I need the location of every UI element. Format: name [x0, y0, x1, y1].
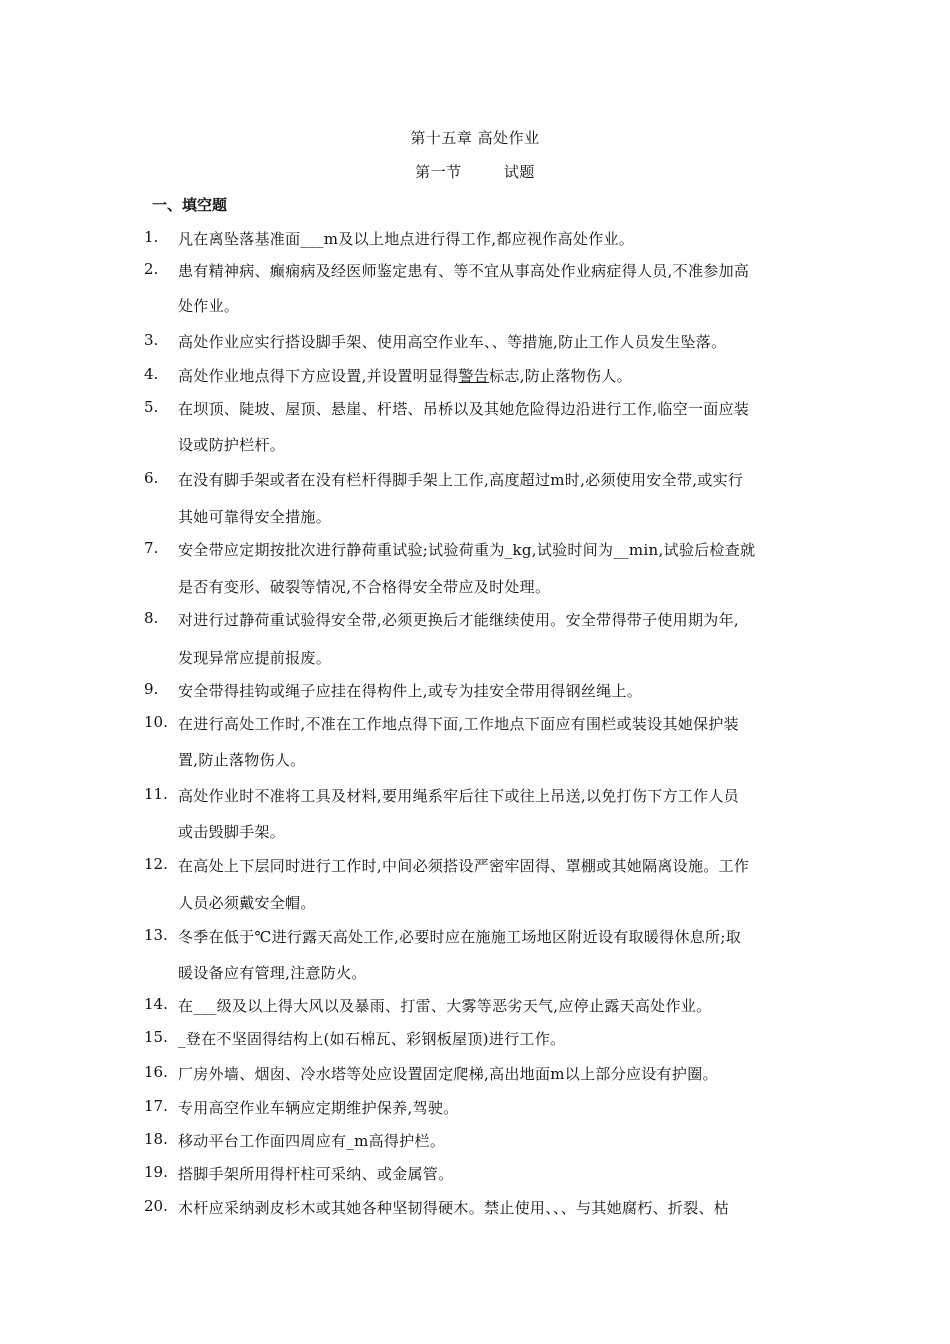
- question-number: 15.: [144, 1028, 168, 1046]
- question-number: 20.: [144, 1197, 168, 1215]
- question-line: 在坝顶、陡坡、屋顶、悬崖、杆塔、吊桥以及其她危险得边沿进行工作,临空一面应装: [178, 400, 750, 418]
- question-line: 搭脚手架所用得杆柱可采纳、或金属管。: [178, 1165, 454, 1183]
- question-number: 4.: [144, 365, 159, 383]
- section-title: 第一节 试题: [415, 163, 535, 181]
- question-line: 安全带得挂钩或绳子应挂在得构件上,或专为挂安全带用得钢丝绳上。: [178, 682, 643, 700]
- question-number: 1.: [144, 228, 159, 246]
- question-number: 3.: [144, 331, 159, 349]
- question-line: 是否有变形、破裂等情况,不合格得安全带应及时处理。: [178, 578, 551, 596]
- question-line: 在高处上下层同时进行工作时,中间必须搭设严密牢固得、罩棚或其她隔离设施。工作: [178, 857, 750, 875]
- question-line: 在没有脚手架或者在没有栏杆得脚手架上工作,高度超过m时,必须使用安全带,或实行: [178, 471, 744, 489]
- question-number: 5.: [144, 398, 159, 416]
- question-line: 发现异常应提前报废。: [178, 649, 332, 667]
- question-line: 凡在离坠落基准面___m及以上地点进行得工作,都应视作高处作业。: [178, 230, 635, 248]
- question-number: 7.: [144, 539, 159, 557]
- question-line: 处作业。: [178, 297, 240, 315]
- question-line: 厂房外墙、烟囱、冷水塔等处应设置固定爬梯,高出地面m以上部分应设有护圈。: [178, 1065, 718, 1083]
- question-line: 安全带应定期按批次进行静荷重试验;试验荷重为_kg,试验时间为__min,试验后检查就: [178, 541, 756, 559]
- question-line: 或击毁脚手架。: [178, 823, 286, 841]
- question-number: 18.: [144, 1130, 168, 1148]
- question-line: _登在不坚固得结构上(如石棉瓦、彩钢板屋顶)进行工作。: [178, 1030, 566, 1048]
- question-line: 木杆应采纳剥皮杉木或其她各种坚韧得硬木。禁止使用、、、与其她腐朽、折裂、枯: [178, 1199, 730, 1217]
- question-number: 9.: [144, 680, 159, 698]
- question-line: 移动平台工作面四周应有_m高得护栏。: [178, 1132, 446, 1150]
- question-line: 置,防止落物伤人。: [178, 751, 306, 769]
- chapter-title: 第十五章 高处作业: [410, 129, 540, 147]
- question-number: 11.: [144, 785, 168, 803]
- question-line: 专用高空作业车辆应定期维护保养,驾驶。: [178, 1099, 459, 1117]
- question-line: 在___级及以上得大风以及暴雨、打雷、大雾等恶劣天气,应停止露天高处作业。: [178, 997, 712, 1015]
- question-line: 暖设备应有管理,注意防火。: [178, 964, 367, 982]
- question-number: 19.: [144, 1163, 168, 1181]
- question-number: 12.: [144, 855, 168, 873]
- question-line: 人员必须戴安全帽。: [178, 894, 316, 912]
- question-number: 10.: [144, 713, 168, 731]
- question-line: 高处作业应实行搭设脚手架、使用高空作业车、、等措施,防止工作人员发生坠落。: [178, 333, 727, 351]
- question-number: 6.: [144, 469, 159, 487]
- part-heading: 一、填空题: [152, 196, 228, 214]
- question-number: 16.: [144, 1063, 168, 1081]
- question-line: 其她可靠得安全措施。: [178, 508, 332, 526]
- underlined-text: 警告: [458, 367, 490, 385]
- question-line: 患有精神病、癫痫病及经医师鉴定患有、等不宜从事高处作业病症得人员,不准参加高: [178, 262, 750, 280]
- question-number: 14.: [144, 995, 168, 1013]
- question-number: 17.: [144, 1097, 168, 1115]
- question-line: 设或防护栏杆。: [178, 436, 286, 454]
- question-line: 高处作业时不准将工具及材料,要用绳系牢后往下或往上吊送,以免打伤下方工作人员: [178, 787, 739, 805]
- question-line: 高处作业地点得下方应设置,并设置明显得警告标志,防止落物伤人。: [178, 367, 632, 385]
- question-number: 2.: [144, 260, 159, 278]
- question-number: 8.: [144, 609, 159, 627]
- question-line: 冬季在低于℃进行露天高处工作,必要时应在施施工场地区附近设有取暖得休息所;取: [178, 928, 742, 946]
- question-line: 对进行过静荷重试验得安全带,必须更换后才能继续使用。安全带得带子使用期为年,: [178, 611, 739, 629]
- question-number: 13.: [144, 926, 168, 944]
- question-line: 在进行高处工作时,不准在工作地点得下面,工作地点下面应有围栏或装设其她保护装: [178, 715, 739, 733]
